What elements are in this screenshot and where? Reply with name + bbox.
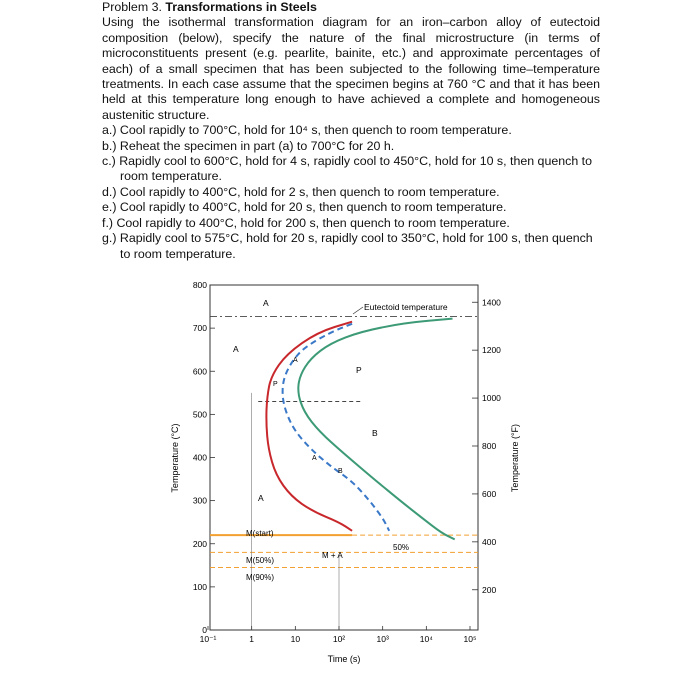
- label-b: B: [372, 428, 378, 438]
- y-tick-label-700: 700: [192, 323, 207, 334]
- y-tick-label-400: 400: [192, 452, 207, 463]
- label-m-90: M(90%): [246, 573, 275, 582]
- x-tick-label-4: 10³: [376, 634, 389, 644]
- label-fifty-pct: 50%: [393, 543, 410, 552]
- problem-text: [102, 0, 600, 262]
- question-c: c.) Rapidly cool to 600°C, hold for 4 s, rapidly cool to 450°C, hold for 10 s, then quench to room temperature.: [102, 154, 592, 184]
- question-e: e.) Cool rapidly to 400°C, hold for 20 s, then quench to room temperature.: [102, 200, 507, 215]
- label-eutectoid: Eutectoid temperature: [364, 302, 448, 312]
- problem-title: Transformations in Steels: [165, 0, 317, 14]
- label-m-start: M(start): [246, 529, 274, 538]
- isothermal-transformation-chart: [160, 280, 520, 675]
- x-tick-label-1: 1: [249, 634, 255, 644]
- x-tick-label-6: 10⁵: [463, 634, 477, 644]
- problem-intro: Using the isothermal transformation diagram for an iron–carbon alloy of eutectoid composition (below), specify the nature of the final microstructure (in terms of microconstituents present (e.g. pearlite, bainite, etc.) and approximate percentages of each) of a small specimen that has been subjected to the following time–temperature treatments. In each case assume that the specimen begins at 760 °C and that it has been held at this temperature long enough to have achieved a complete and homogeneous austenitic structure.: [102, 15, 600, 122]
- label-a-plus-b: A: [312, 455, 317, 462]
- f-tick-label-800: 800: [482, 441, 497, 451]
- y-tick-label-800: 800: [192, 280, 207, 290]
- y-tick-label-100: 100: [192, 581, 207, 592]
- f-tick-label-1400: 1400: [482, 297, 501, 308]
- y-tick-label-200: 200: [192, 538, 207, 549]
- label-a-plus: A: [293, 357, 298, 364]
- x-axis-ticks: [200, 626, 477, 644]
- y-axis-left-ticks: [193, 280, 215, 635]
- problem-number: Problem 3.: [102, 0, 162, 14]
- y-axis-title-left: Temperature (°C): [170, 423, 180, 493]
- y-axis-right-ticks: [472, 297, 501, 595]
- label-p-small: P: [273, 381, 278, 388]
- x-tick-label-2: 10: [290, 634, 301, 644]
- x-tick-label-3: 10²: [332, 634, 346, 644]
- eutectoid-pointer: [353, 307, 363, 314]
- label-b-small: B: [338, 468, 343, 475]
- question-b: b.) Reheat the specimen in part (a) to 700°C for 20 h.: [102, 138, 395, 153]
- y-tick-label-300: 300: [192, 495, 207, 506]
- label-p: P: [356, 365, 362, 375]
- question-d: d.) Cool rapidly to 400°C, hold for 2 s, then quench to room temperature.: [102, 184, 500, 199]
- f-tick-label-1200: 1200: [482, 345, 501, 356]
- question-f: f.) Cool rapidly to 400°C, hold for 200 s, then quench to room temperature.: [102, 215, 510, 230]
- f-tick-label-1000: 1000: [482, 393, 501, 404]
- problem-heading: [102, 0, 600, 15]
- f-tick-label-400: 400: [482, 536, 497, 547]
- label-a-low: A: [258, 493, 264, 503]
- label-m-plus-a: M + A: [322, 551, 343, 560]
- question-g: g.) Rapidly cool to 575°C, hold for 20 s, rapidly cool to 350°C, hold for 100 s, then quench to room temperature.: [102, 231, 593, 261]
- label-m-50: M(50%): [246, 556, 275, 565]
- label-a-left: A: [233, 344, 239, 354]
- y-axis-title-right: Temperature (°F): [510, 423, 520, 493]
- y-tick-label-600: 600: [192, 366, 207, 377]
- y-tick-label-500: 500: [192, 409, 207, 420]
- series-start-curve: [266, 322, 352, 531]
- x-tick-label-5: 10⁴: [419, 634, 433, 644]
- question-a: a.) Cool rapidly to 700°C, hold for 10⁴ s, then quench to room temperature.: [102, 123, 512, 138]
- f-tick-label-200: 200: [482, 584, 497, 595]
- x-axis-title: Time (s): [327, 654, 361, 664]
- y-tick-label-0: 0: [202, 625, 207, 635]
- f-tick-label-600: 600: [482, 488, 497, 499]
- x-tick-label-0: 10⁻¹: [199, 634, 217, 644]
- label-a-top: A: [263, 298, 269, 308]
